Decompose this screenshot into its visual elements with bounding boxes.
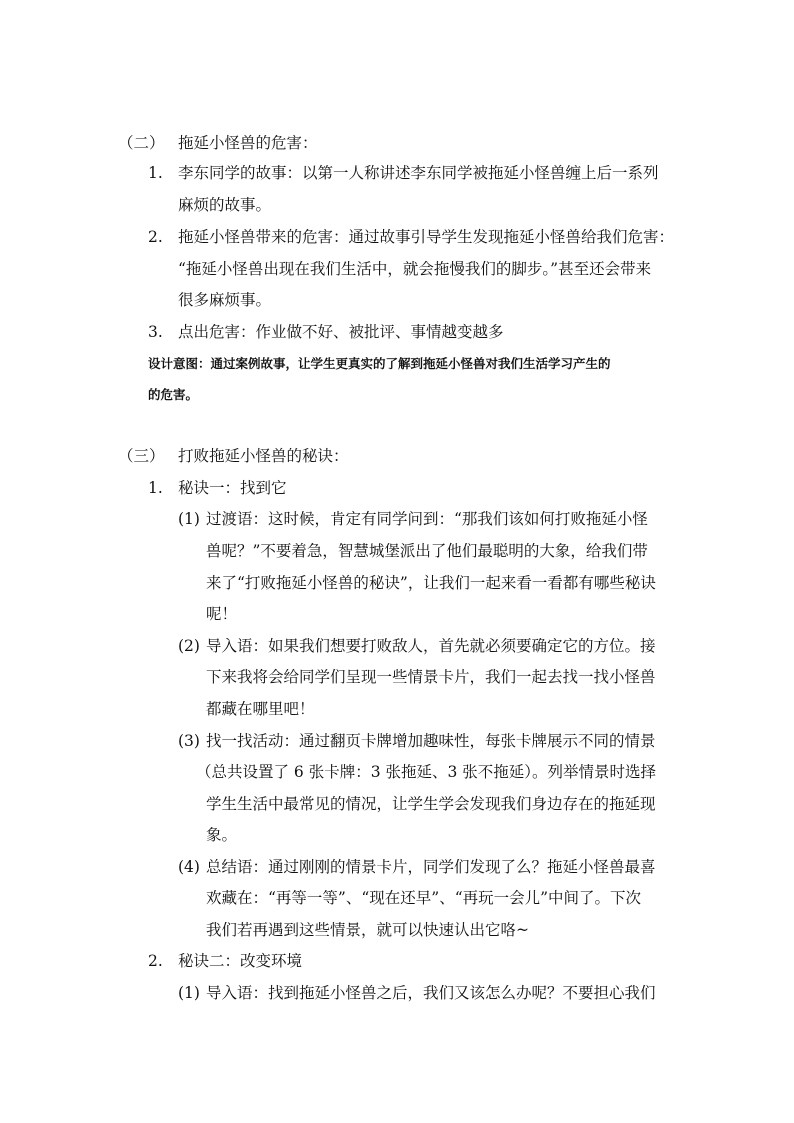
list-item-text: 拖延小怪兽带来的危害：通过故事引导学生发现拖延小怪兽给我们危害： bbox=[178, 228, 675, 246]
list-number: 2. bbox=[148, 952, 163, 970]
sub-item-text: 我们若再遇到这些情景，就可以快速认出它咯~ bbox=[206, 921, 529, 939]
sub-item-text: 欢藏在：“再等一等”、“现在还早”、“再玩一会儿”中间了。下次 bbox=[206, 889, 642, 907]
section-number: （二） bbox=[118, 134, 165, 152]
list-item-text: 很多麻烦事。 bbox=[178, 291, 272, 309]
list-number: 1. bbox=[148, 479, 163, 497]
section-title: 拖延小怪兽的危害： bbox=[178, 134, 318, 152]
sub-item-text: 导入语：找到拖延小怪兽之后，我们又该怎么办呢？不要担心我们 bbox=[206, 984, 656, 1002]
list-item-text: 点出危害：作业做不好、被批评、事情越变越多 bbox=[178, 323, 504, 341]
design-note: 设计意图：通过案例故事，让学生更真实的了解到拖延小怪兽对我们生活学习产生的 bbox=[148, 356, 611, 371]
sub-number: (1) bbox=[178, 510, 200, 528]
sub-item-text: 兽呢？”不要着急，智慧城堡派出了他们最聪明的大象，给我们带 bbox=[206, 542, 648, 560]
sub-item-text: 学生生活中最常见的情况，让学生学会发现我们身边存在的拖延现 bbox=[206, 795, 656, 813]
sub-number: (1) bbox=[178, 984, 200, 1002]
sub-item-text: 导入语：如果我们想要打败敌人，首先就必须要确定它的方位。接 bbox=[206, 637, 656, 655]
design-note: 的危害。 bbox=[148, 387, 199, 402]
list-number: 2. bbox=[148, 228, 163, 246]
list-item-text: 李东同学的故事：以第一人称讲述李东同学被拖延小怪兽缠上后一系列 bbox=[178, 164, 659, 182]
list-number: 3. bbox=[148, 323, 163, 341]
list-item-title: 秘诀一：找到它 bbox=[178, 479, 287, 497]
list-item-text: 麻烦的故事。 bbox=[178, 196, 272, 214]
sub-item-text: 来了“打败拖延小怪兽的秘诀”，让我们一起来看一看都有哪些秘诀 bbox=[206, 574, 656, 592]
sub-item-text: 找一找活动：通过翻页卡牌增加趣味性，每张卡牌展示不同的情景 bbox=[206, 732, 656, 750]
section-title: 打败拖延小怪兽的秘诀： bbox=[178, 447, 349, 465]
sub-number: (2) bbox=[178, 637, 200, 655]
sub-item-text: （总共设置了 6 张卡牌：3 张拖延、3 张不拖延）。列举情景时选择 bbox=[196, 763, 657, 781]
sub-item-text: 过渡语：这时候，肯定有同学问到：“那我们该如何打败拖延小怪 bbox=[206, 510, 648, 528]
sub-item-text: 都藏在哪里吧！ bbox=[206, 700, 315, 718]
list-item-text: “拖延小怪兽出现在我们生活中，就会拖慢我们的脚步。”甚至还会带来 bbox=[178, 260, 652, 278]
list-item-title: 秘诀二：改变环境 bbox=[178, 952, 303, 970]
sub-item-text: 下来我将会给同学们呈现一些情景卡片，我们一起去找一找小怪兽 bbox=[206, 668, 656, 686]
sub-number: (3) bbox=[178, 732, 200, 750]
sub-item-text: 呢！ bbox=[206, 605, 238, 623]
section-number: （三） bbox=[118, 447, 165, 465]
sub-number: (4) bbox=[178, 858, 200, 876]
list-number: 1. bbox=[148, 164, 163, 182]
sub-item-text: 象。 bbox=[206, 826, 238, 844]
sub-item-text: 总结语：通过刚刚的情景卡片，同学们发现了么？拖延小怪兽最喜 bbox=[206, 858, 656, 876]
